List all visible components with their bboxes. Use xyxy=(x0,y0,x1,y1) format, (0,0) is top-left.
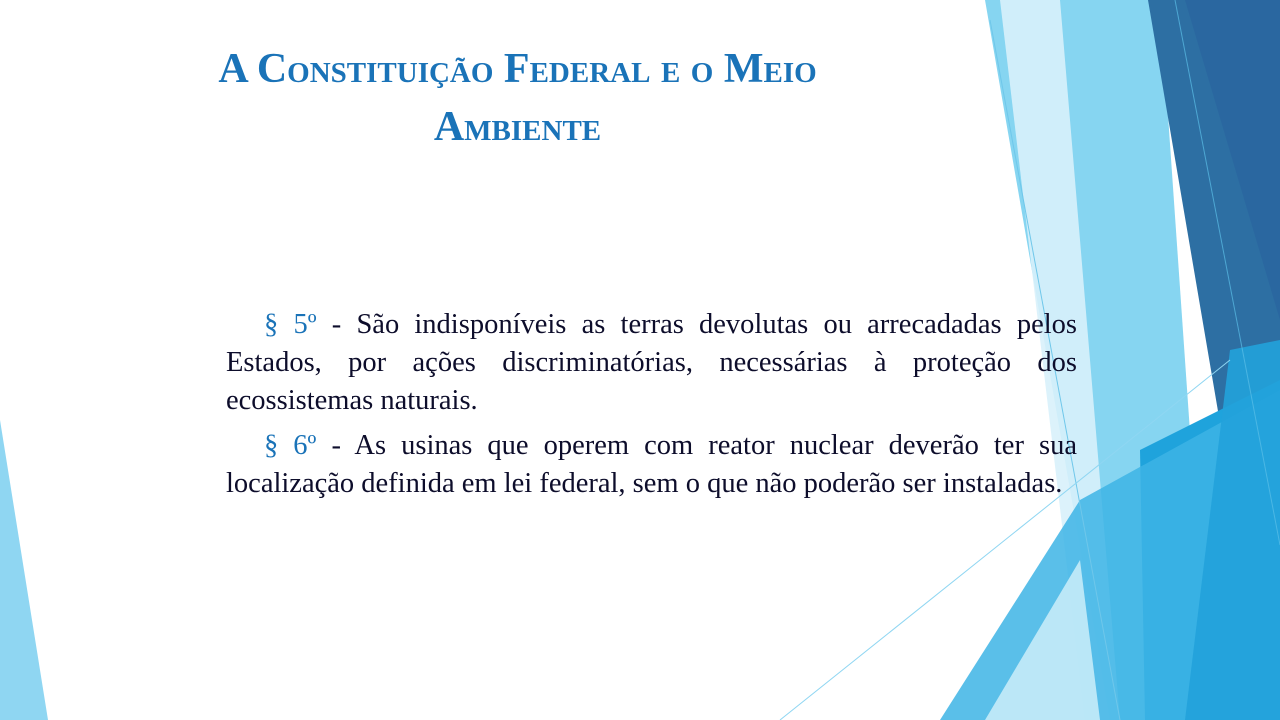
paragraph-5-text: - São indisponíveis as terras devolutas ou arrecadadas pelos Estados, por ações discriminatórias, necessárias à proteção dos ecossistemas naturais. xyxy=(226,309,1077,416)
paragraph-6 xyxy=(226,427,1077,503)
paragraph-5 xyxy=(226,306,1077,420)
slide-body xyxy=(226,306,1077,510)
paragraph-5-marker: § 5º xyxy=(264,309,317,340)
title-line-1: A Constituição Federal e o Meio xyxy=(218,46,817,92)
title-line-2: Ambiente xyxy=(433,104,602,150)
left-accent-shape xyxy=(0,420,48,720)
paragraph-6-marker: § 6º xyxy=(264,430,317,461)
slide-title xyxy=(100,40,935,156)
paragraph-6-text: - As usinas que operem com reator nuclear deverão ter sua localização definida em lei federal, sem o que não poderão ser instaladas. xyxy=(226,430,1077,499)
